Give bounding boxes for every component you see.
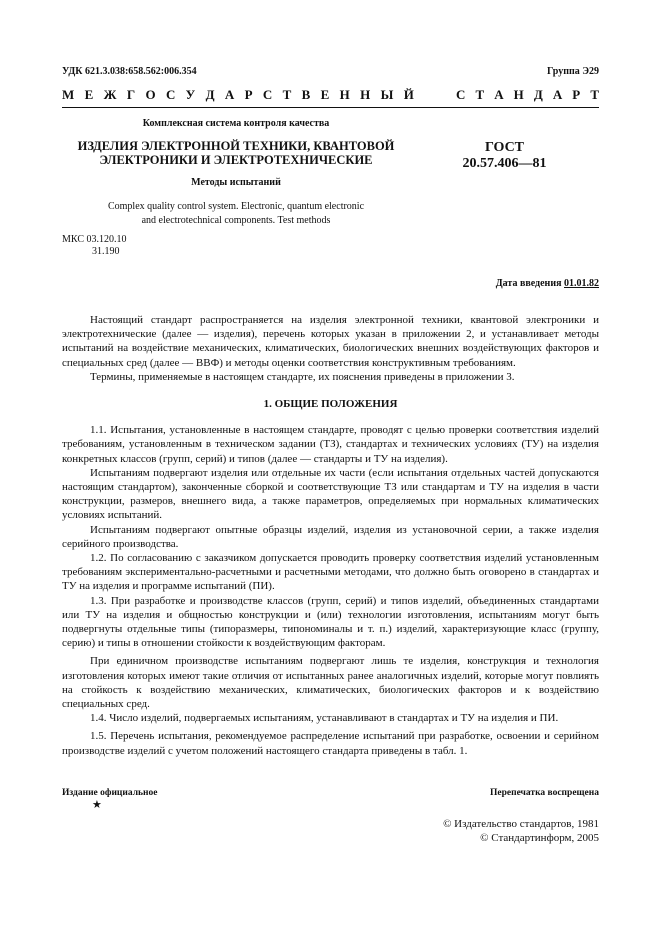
- banner-letter: Т: [475, 87, 485, 102]
- star-icon: ★: [92, 799, 102, 811]
- banner-letter: Р: [572, 87, 581, 102]
- paragraph: 1.4. Число изделий, подвергаемых испытаниям, устанавливают в стандартах и ТУ на изделия и ПИ.: [90, 712, 559, 725]
- banner-letter: Н: [339, 87, 350, 102]
- mks-codes: [62, 234, 599, 258]
- english-title-line1: Complex quality control system. Electronic, quantum electronic: [107, 201, 365, 212]
- section-heading: 1. ОБЩИЕ ПОЛОЖЕНИЯ: [263, 398, 398, 411]
- banner-letter: Н: [513, 87, 524, 102]
- gost-designation: [410, 116, 599, 188]
- banner-letter: С: [262, 87, 273, 102]
- banner-letter: А: [494, 87, 504, 102]
- paragraph: Настоящий стандарт распространяется на изделия электронной техники, квантовой электроники и электротехнические (далее — изделия), перечень которых указан в приложении 2, и устанавливает методы испытаний на воздействие механических, климатических, биологических внешних воздействующих факторов и специальных сред (далее — ВВФ) и методы оценки соответствия конструктивным требованиям.: [62, 314, 599, 369]
- title-left: [62, 116, 410, 188]
- banner-letter: Т: [282, 87, 292, 102]
- gost-label: ГОСТ: [484, 140, 525, 155]
- paragraph: Термины, применяемые в настоящем стандарте, их пояснения приведены в приложении 3.: [90, 370, 515, 383]
- banner-letter: О: [145, 87, 156, 102]
- banner-letter: М: [62, 87, 75, 102]
- banner-letter: Р: [244, 87, 253, 102]
- date-value: 01.01.82: [564, 278, 599, 289]
- main-title-line2: ЭЛЕКТРОНИКИ И ЭЛЕКТРОТЕХНИЧЕСКИЕ: [99, 153, 373, 167]
- banner-letter: С: [456, 87, 466, 102]
- paragraph: При единичном производстве испытаниям подвергают лишь те изделия, конструкция и технология изготовления которых имеют такие отличия от испытанных ранее аналогичных изделий, которые могут повлиять на стойкость к воздействию механических, климатических, биологических факторов и к воздействию специальных сред.: [62, 655, 599, 711]
- banner-letter: Д: [205, 87, 215, 102]
- udk-code: УДК 621.3.038:658.562:006.354: [62, 66, 197, 77]
- mks-second: 31.190: [92, 246, 120, 257]
- banner-letter: Ж: [103, 87, 117, 102]
- paragraph: Испытаниям подвергают опытные образцы изделий, изделия из установочной серии, а также изделия серийного производства.: [62, 523, 599, 550]
- banner-letter: А: [552, 87, 563, 102]
- intro-date: [62, 278, 599, 289]
- page-footer: [62, 788, 599, 845]
- series-title: Комплексная система контроля качества: [142, 118, 330, 129]
- paragraph: 1.1. Испытания, установленные в настоящем стандарте, проводят с целью проверки соответствия изделий требованиям, установленным в техническом задании (ТЗ), стандартах и технических условиях (ТУ) на изделия конкретных классов (групп, серий) и типов (далее — стандарты и ТУ на изделия).: [62, 424, 599, 465]
- body-text: [62, 313, 599, 758]
- banner-letter: А: [224, 87, 235, 102]
- english-title-line2: and electrotechnical components. Test methods: [141, 215, 331, 226]
- banner-letter: Й: [403, 87, 414, 102]
- footer-row: [62, 788, 599, 798]
- banner-letter: Т: [590, 87, 599, 102]
- banner-left: [62, 87, 414, 103]
- copyright-line1: © Издательство стандартов, 1981: [443, 818, 599, 830]
- group-code: Группа Э29: [547, 66, 599, 77]
- banner-letter: В: [301, 87, 311, 102]
- paragraph: 1.5. Перечень испытания, рекомендуемое распределение испытаний при разработке, освоении и серийном производстве изделий с учетом положений настоящего стандарта приведены в табл. 1.: [62, 730, 599, 757]
- header-rule: [62, 107, 599, 108]
- banner-letter: Н: [360, 87, 371, 102]
- subtitle: Методы испытаний: [191, 177, 281, 188]
- banner-letter: С: [165, 87, 176, 102]
- banner-letter: У: [185, 87, 196, 102]
- date-label: Дата введения: [495, 278, 562, 289]
- banner-right: [456, 87, 599, 103]
- document-page: [62, 66, 599, 758]
- main-title: [62, 139, 410, 167]
- title-block: [62, 116, 599, 188]
- paragraph: 1.3. При разработке и производстве классов (групп, серий) и типов изделий, объединенных стандартами или ТУ на изделия и общностью конструкции и (или) технологии изготовления, испытаниям могут быть подвергнуты отдельные типы (типоразмеры, типономиналы и т. п.) изделий, характеризующие класс (группу, серию) и типы в отношении стойкости к воздействующим факторам.: [62, 594, 599, 650]
- gost-number: 20.57.406—81: [462, 156, 547, 171]
- banner-letter: Е: [84, 87, 94, 102]
- banner-letter: Е: [320, 87, 330, 102]
- official-edition: Издание официальное: [62, 788, 158, 798]
- banner-letter: Ы: [380, 87, 394, 102]
- copyright-line2: © Стандартинформ, 2005: [480, 832, 599, 844]
- banner-letter: Д: [533, 87, 543, 102]
- standard-banner: [62, 87, 599, 103]
- banner-letter: Г: [126, 87, 136, 102]
- paragraph: Испытаниям подвергают изделия или отдельные их части (если испытания отдельных частей допускаются настоящим стандартом), законченные сборкой и соответствующие ТЗ или стандартам и ТУ на изделия в части конструкции, размеров, внешнего вида, а также параметров, определяемых при нормальных климатических условиях испытаний.: [62, 466, 599, 522]
- english-title: [62, 200, 410, 228]
- mks-first: МКС 03.120.10: [62, 234, 127, 245]
- paragraph: 1.2. По согласованию с заказчиком допускается проводить проверку соответствия изделий установленным требованиям экспериментально-расчетными и расчетными методами, что должно быть оговорено в стандартах и ТУ на изделия и программе испытаний (ПИ).: [62, 552, 599, 593]
- header-row: [62, 66, 599, 77]
- copyright: [62, 817, 599, 845]
- main-title-line1: ИЗДЕЛИЯ ЭЛЕКТРОННОЙ ТЕХНИКИ, КВАНТОВОЙ: [77, 139, 395, 153]
- no-reprint: Перепечатка воспрещена: [489, 788, 599, 798]
